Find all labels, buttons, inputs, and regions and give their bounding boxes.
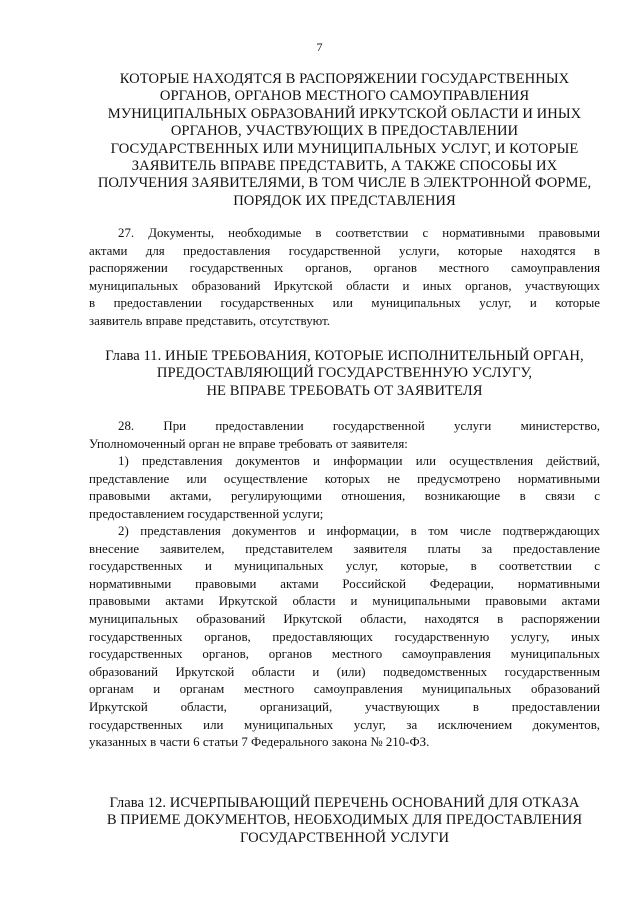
paragraph-line: государственных органов, предоставляющих государственную услугу, иных <box>89 629 600 644</box>
heading-line: ГОСУДАРСТВЕННЫХ ИЛИ МУНИЦИПАЛЬНЫХ УСЛУГ, И КОТОРЫЕ <box>110 140 579 157</box>
paragraph-27 <box>89 225 600 331</box>
paragraph-line: правовыми актами Иркутской области и муниципальными правовыми актами <box>89 594 600 609</box>
heading-line: МУНИЦИПАЛЬНЫХ ОБРАЗОВАНИЙ ИРКУТСКОЙ ОБЛАСТИ И ИНЫХ <box>107 105 582 122</box>
paragraph-28 <box>89 418 600 453</box>
paragraph-line: органам и органам местного самоуправления муниципальных образований <box>89 682 600 697</box>
paragraph-line: нормативными правовыми актами Российской Федерации, нормативными <box>89 576 600 591</box>
paragraph-line: Уполномоченный орган не вправе требовать от заявителя: <box>89 436 408 451</box>
paragraph-line: правовыми актами, регулирующими отношения, возникающие в связи с <box>89 489 600 504</box>
heading-line: ЗАЯВИТЕЛЬ ВПРАВЕ ПРЕДСТАВИТЬ, А ТАКЖЕ СПОСОБЫ ИХ <box>131 158 558 175</box>
paragraph-line: предоставлением государственной услуги; <box>89 506 324 521</box>
paragraph-line: образований Иркутской области и (или) подведомственных государственным <box>89 664 600 679</box>
paragraph-line: государственных или муниципальных услуг, за исключением документов, <box>89 717 600 732</box>
paragraph-line: распоряжении государственных органов, органов местного самоуправления <box>89 261 600 276</box>
chapter-12-heading <box>89 795 600 847</box>
heading-line: КОТОРЫЕ НАХОДЯТСЯ В РАСПОРЯЖЕНИИ ГОСУДАРСТВЕННЫХ <box>119 71 570 87</box>
heading-line: ОРГАНОВ, ОРГАНОВ МЕСТНОГО САМОУПРАВЛЕНИЯ <box>159 88 530 105</box>
list-item-1 <box>89 453 600 523</box>
heading-line: ПОРЯДОК ИХ ПРЕДСТАВЛЕНИЯ <box>233 192 456 209</box>
paragraph-line: 28. При предоставлении государственной услуги министерство, <box>118 419 600 433</box>
paragraph-line: Иркутской области, организаций, участвующих в предоставлении <box>89 699 600 714</box>
paragraph-line: муниципальных образований Иркутской области и иных органов, участвующих <box>89 278 600 293</box>
heading-line: Глава 12. ИСЧЕРПЫВАЮЩИЙ ПЕРЕЧЕНЬ ОСНОВАНИЙ ДЛЯ ОТКАЗА <box>109 795 580 811</box>
heading-line: ПРЕДОСТАВЛЯЮЩИЙ ГОСУДАРСТВЕННУЮ УСЛУГУ, <box>156 365 533 382</box>
heading-line: НЕ ВПРАВЕ ТРЕБОВАТЬ ОТ ЗАЯВИТЕЛЯ <box>206 382 483 399</box>
paragraph-line: в предоставлении государственных или муниципальных услуг, и которые <box>89 296 600 311</box>
paragraph-line: актами для предоставления государственной услуги, которые находятся в <box>89 243 600 258</box>
heading-line: ОРГАНОВ, УЧАСТВУЮЩИХ В ПРЕДОСТАВЛЕНИИ <box>170 123 519 140</box>
chapter-11-heading <box>89 348 600 400</box>
heading-line: ПОЛУЧЕНИЯ ЗАЯВИТЕЛЯМИ, В ТОМ ЧИСЛЕ В ЭЛЕКТРОННОЙ ФОРМЕ, <box>97 175 592 192</box>
paragraph-line: 1) представления документов и информации или осуществления действий, <box>118 454 600 468</box>
paragraph-line: государственных и муниципальных услуг, которые, в соответствии с <box>89 559 600 574</box>
paragraph-line: представление или осуществление которых не предусмотрено нормативными <box>89 471 600 486</box>
paragraph-line: заявитель вправе представить, отсутствуют. <box>89 313 330 328</box>
heading-line: В ПРИЕМЕ ДОКУМЕНТОВ, НЕОБХОДИМЫХ ДЛЯ ПРЕДОСТАВЛЕНИЯ <box>106 812 583 829</box>
paragraph-line: муниципальных образований Иркутской области, находятся в распоряжении <box>89 611 600 626</box>
page-number: 7 <box>316 40 323 54</box>
paragraph-line: внесение заявителем, представителем заявителя платы за предоставление <box>89 541 600 556</box>
paragraph-line: 27. Документы, необходимые в соответствии с нормативными правовыми <box>118 226 600 240</box>
paragraph-line: 2) представления документов и информации, в том числе подтверждающих <box>118 524 600 538</box>
section-heading <box>89 71 600 210</box>
paragraph-line: государственных органов, органов местного самоуправления муниципальных <box>89 647 600 662</box>
list-item-2 <box>89 523 600 752</box>
heading-line: ГОСУДАРСТВЕННОЙ УСЛУГИ <box>239 829 450 846</box>
heading-line: Глава 11. ИНЫЕ ТРЕБОВАНИЯ, КОТОРЫЕ ИСПОЛНИТЕЛЬНЫЙ ОРГАН, <box>105 348 584 364</box>
paragraph-line: указанных в части 6 статьи 7 Федерального закона № 210-ФЗ. <box>89 735 430 750</box>
